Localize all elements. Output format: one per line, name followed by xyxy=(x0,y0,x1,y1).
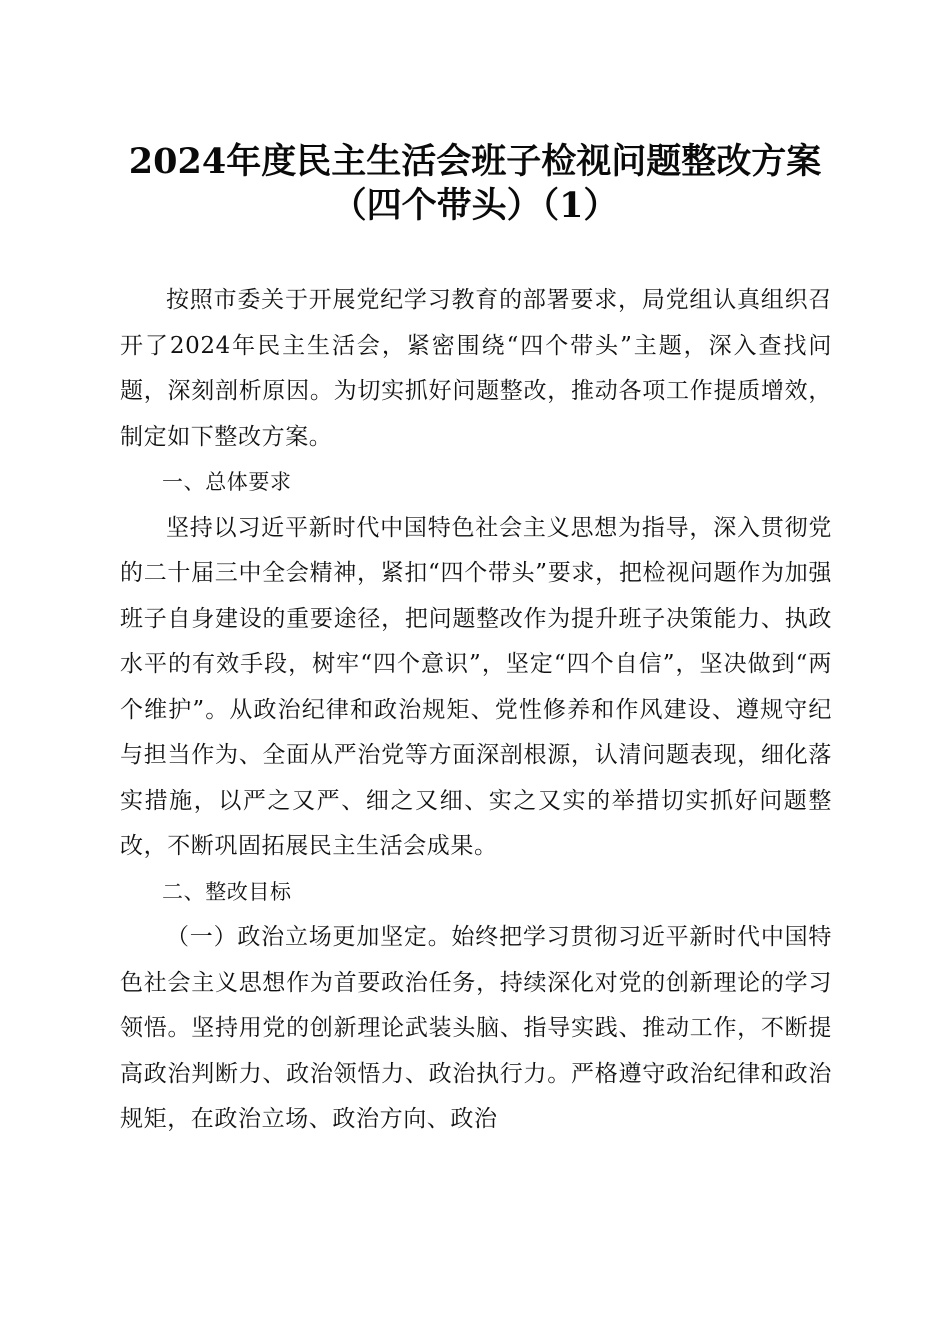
section2-subsection1-paragraph xyxy=(120,915,832,1143)
document-title-line1: 2024年度民主生活会班子检视问题整改方案 xyxy=(128,141,822,182)
section2-heading: 二、整改目标 xyxy=(162,879,292,904)
subsection1-text: 始终把学习贯彻习近平新时代中国特色社会主义思想作为首要政治任务，持续深化对党的创新理论的学习领悟。坚持用党的创新理论武装头脑、指导实践、推动工作，不断提高政治判断力、政治领悟力、政治执行力。严格遵守政治纪律和政治规矩，在政治立场、政治方向、政治 xyxy=(120,924,832,1132)
subsection1-lead: （一）政治立场更加坚定。 xyxy=(166,924,452,950)
document-body xyxy=(120,278,832,1143)
intro-paragraph: 按照市委关于开展党纪学习教育的部署要求，局党组认真组织召开了2024年民主生活会，紧密围绕“四个带头”主题，深入查找问题，深刻剖析原因。为切实抓好问题整改，推动各项工作提质增效，制定如下整改方案。 xyxy=(120,287,832,450)
section1-heading: 一、总体要求 xyxy=(162,470,292,494)
document-title-line2: （四个带头）（1） xyxy=(331,185,619,226)
section1-paragraph: 坚持以习近平新时代中国特色社会主义思想为指导，深入贯彻党的二十届三中全会精神，紧扣“四个带头”要求，把检视问题作为加强班子自身建设的重要途径，把问题整改作为提升班子决策能力、执政水平的有效手段，树牢“四个意识”，坚定“四个自信”，坚决做到“两个维护”。从政治纪律和政治规矩、党性修养和作风建设、遵规守纪与担当作为、全面从严治党等方面深剖根源，认清问题表现，细化落实措施，以严之又严、细之又细、实之又实的举措切实抓好问题整改，不断巩固拓展民主生活会成果。 xyxy=(120,514,832,859)
